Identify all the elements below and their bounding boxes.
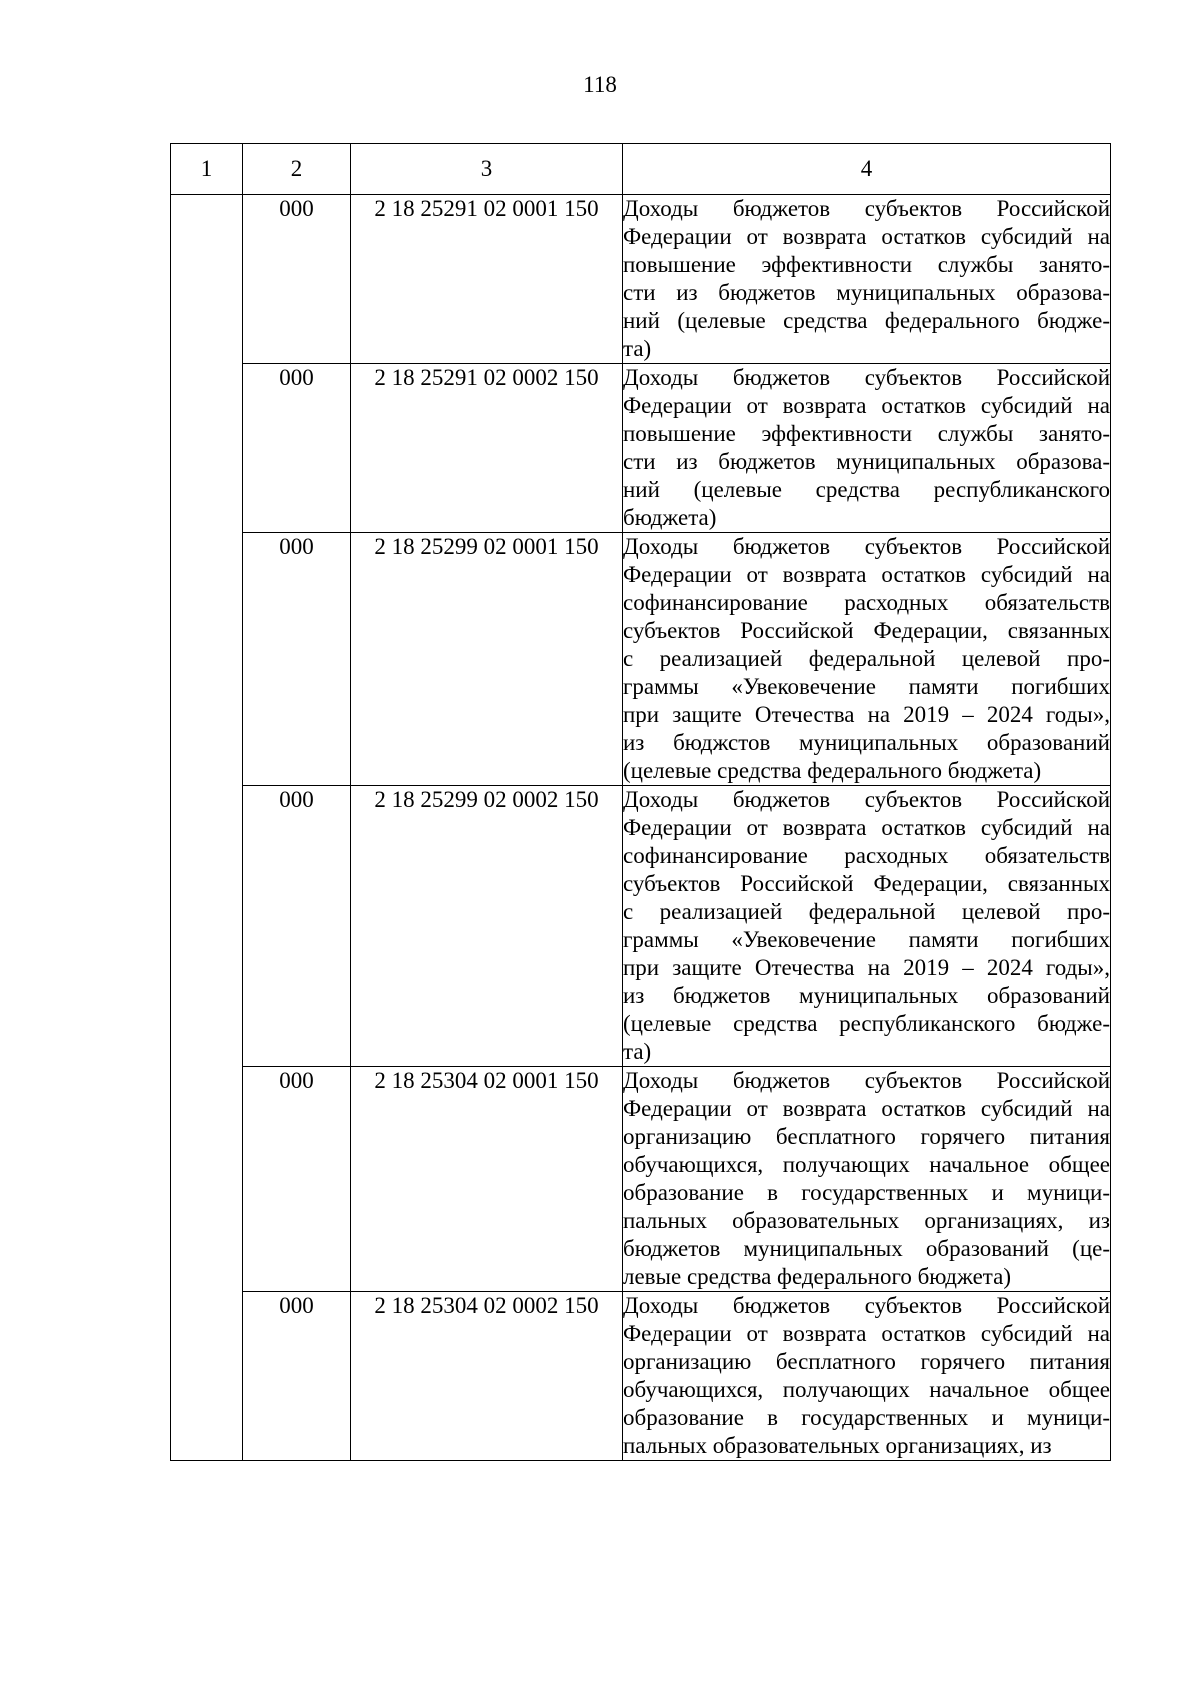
revenue-name-line: софинансирование расходных обязательств — [623, 843, 1110, 868]
revenue-name-line: субъектов Российской Федерации, связанных — [623, 871, 1110, 896]
revenue-name-line: Федерации от возврата остатков субсидий на — [623, 393, 1110, 418]
column-header-4: 4 — [623, 144, 1111, 195]
revenue-name-line: субъектов Российской Федерации, связанных — [623, 618, 1110, 643]
revenue-name-cell — [623, 195, 1111, 364]
revenue-name-line: пальных образовательных организациях, из — [623, 1208, 1110, 1233]
revenue-name-line: при защите Отечества на 2019 – 2024 годы», — [623, 702, 1110, 727]
page-number: 118 — [583, 72, 617, 97]
revenue-name-line: (целевые средства республиканского бюдже- — [623, 1011, 1110, 1036]
revenue-name-line: Федерации от возврата остатков субсидий на — [623, 562, 1110, 587]
admin-code-cell: 000 — [243, 786, 351, 1067]
revenue-name-line: Доходы бюджетов субъектов Российской — [623, 365, 1110, 390]
revenue-name-line: при защите Отечества на 2019 – 2024 годы», — [623, 955, 1110, 980]
revenue-code-cell: 2 18 25299 02 0001 150 — [351, 533, 623, 786]
revenue-name-line: Федерации от возврата остатков субсидий на — [623, 815, 1110, 840]
revenue-name-line: софинансирование расходных обязательств — [623, 590, 1110, 615]
table-row — [171, 786, 1111, 1067]
revenue-name-line: сти из бюджетов муниципальных образова- — [623, 280, 1110, 305]
revenue-name-line: из бюджстов муниципальных образований — [623, 730, 1110, 755]
revenue-name-line: та) — [623, 336, 652, 361]
revenue-name-line: организацию бесплатного горячего питания — [623, 1124, 1110, 1149]
revenue-name-line: с реализацией федеральной целевой про- — [623, 646, 1110, 671]
admin-code-cell: 000 — [243, 364, 351, 533]
revenue-name-cell — [623, 786, 1111, 1067]
revenue-code-cell: 2 18 25304 02 0002 150 — [351, 1292, 623, 1461]
revenue-name-line: Доходы бюджетов субъектов Российской — [623, 1068, 1110, 1093]
revenue-name-line: Доходы бюджетов субъектов Российской — [623, 787, 1110, 812]
revenue-name-line: ний (целевые средства республиканского — [623, 477, 1110, 502]
admin-code-cell: 000 — [243, 1292, 351, 1461]
table-row — [171, 364, 1111, 533]
revenue-name-line: с реализацией федеральной целевой про- — [623, 899, 1110, 924]
revenue-name-line: ний (целевые средства федерального бюдже- — [623, 308, 1110, 333]
table-row — [171, 533, 1111, 786]
revenue-name-line: Доходы бюджетов субъектов Российской — [623, 534, 1110, 559]
table-row — [171, 1292, 1111, 1461]
column-1-cell — [171, 195, 243, 1461]
admin-code-cell: 000 — [243, 195, 351, 364]
revenue-name-line: повышение эффективности службы занято- — [623, 421, 1110, 446]
revenue-name-line: сти из бюджетов муниципальных образова- — [623, 449, 1110, 474]
revenue-name-line: (целевые средства федерального бюджета) — [623, 758, 1042, 783]
budget-revenue-table — [170, 143, 1111, 1461]
column-header-2: 2 — [243, 144, 351, 195]
revenue-name-line: левые средства федерального бюджета) — [623, 1264, 1011, 1289]
column-header-1: 1 — [171, 144, 243, 195]
revenue-name-line: Доходы бюджетов субъектов Российской — [623, 1293, 1110, 1318]
revenue-name-line: обучающихся, получающих начальное общее — [623, 1152, 1110, 1177]
table-row — [171, 1067, 1111, 1292]
table-body — [171, 195, 1111, 1461]
revenue-code-cell: 2 18 25299 02 0002 150 — [351, 786, 623, 1067]
revenue-name-line: бюджетов муниципальных образований (це- — [623, 1236, 1110, 1261]
revenue-name-line: та) — [623, 1039, 652, 1064]
revenue-name-cell — [623, 1067, 1111, 1292]
revenue-code-cell: 2 18 25304 02 0001 150 — [351, 1067, 623, 1292]
table-header-row — [171, 144, 1111, 195]
revenue-name-line: образование в государственных и муници- — [623, 1405, 1110, 1430]
revenue-name-line: повышение эффективности службы занято- — [623, 252, 1110, 277]
revenue-code-cell: 2 18 25291 02 0001 150 — [351, 195, 623, 364]
revenue-code-cell: 2 18 25291 02 0002 150 — [351, 364, 623, 533]
revenue-name-line: образование в государственных и муници- — [623, 1180, 1110, 1205]
revenue-name-line: пальных образовательных организациях, из — [623, 1433, 1052, 1458]
revenue-name-line: граммы «Увековечение памяти погибших — [623, 674, 1110, 699]
revenue-name-cell — [623, 1292, 1111, 1461]
revenue-name-line: Федерации от возврата остатков субсидий на — [623, 224, 1110, 249]
revenue-name-line: бюджета) — [623, 505, 717, 530]
revenue-name-line: Доходы бюджетов субъектов Российской — [623, 196, 1110, 221]
admin-code-cell: 000 — [243, 533, 351, 786]
revenue-name-line: организацию бесплатного горячего питания — [623, 1349, 1110, 1374]
revenue-name-line: граммы «Увековечение памяти погибших — [623, 927, 1110, 952]
admin-code-cell: 000 — [243, 1067, 351, 1292]
revenue-name-line: Федерации от возврата остатков субсидий на — [623, 1096, 1110, 1121]
revenue-name-cell — [623, 533, 1111, 786]
table-row — [171, 195, 1111, 364]
column-header-3: 3 — [351, 144, 623, 195]
revenue-name-cell — [623, 364, 1111, 533]
revenue-name-line: из бюджетов муниципальных образований — [623, 983, 1110, 1008]
revenue-name-line: Федерации от возврата остатков субсидий на — [623, 1321, 1110, 1346]
revenue-name-line: обучающихся, получающих начальное общее — [623, 1377, 1110, 1402]
